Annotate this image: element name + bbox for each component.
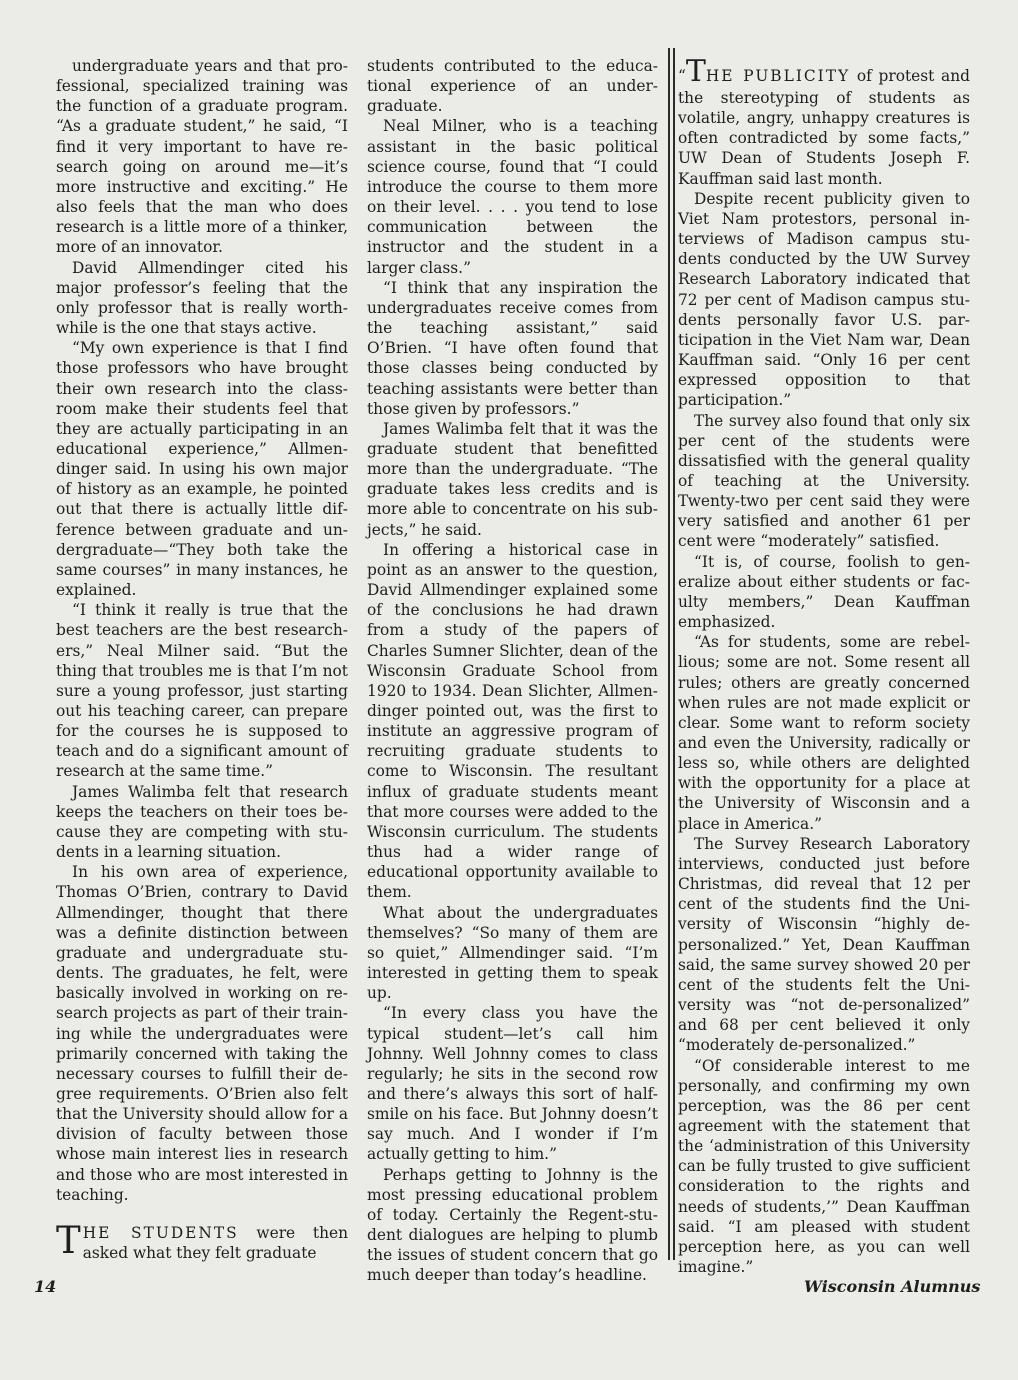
- paragraph: “In every class you have the typical student—let’s call him Johnny. Well Johnny comes to class regularly; he sits in the second row and there’s always this sort of half-smile on his face. But Johnny doesn’t say much. And I wonder if I’m actually getting to him.”: [367, 1004, 658, 1164]
- paragraph: David Allmendinger cited his major professor’s feeling that the only professor that is really worthwhile is the one that stays active.: [56, 258, 348, 338]
- section-heading-caps: HE STUDENTS: [82, 1223, 239, 1242]
- sidebar-article-column: [678, 56, 970, 1277]
- lead-text: of protest and the stereotyping of students as volatile, angry, unhappy creatures is often contradicted by some facts,” UW Dean of Students Joseph F. Kauffman said last month.: [678, 67, 970, 188]
- drop-cap: T: [685, 54, 706, 89]
- section-text: were then asked what they felt graduate: [82, 1223, 348, 1263]
- page-number: 14: [34, 1277, 57, 1296]
- paragraph: “I think that any inspiration the undergraduates receive comes from the teaching assistant,” said O’Brien. “I have often found that those classes being conducted by teaching assistants were better than those given by professors.”: [367, 278, 658, 418]
- paragraph: Despite recent publicity given to Viet Nam protestors, personal interviews of Madison campus students conducted by the UW Survey Research Laboratory indicated that 72 per cent of Madison campus students personally favor U.S. participation in the Viet Nam war, Dean Kauffman said. “Only 16 per cent expressed opposition to that participation.”: [678, 189, 970, 410]
- paragraph: James Walimba felt that research keeps the teachers on their toes because they are competing with students in a learning situation.: [56, 782, 348, 862]
- paragraph: “Of considerable interest to me personally, and confirming my own perception, was the 86 per cent agreement with the statement that the ‘administration of this University can be fully trusted to give sufficient consideration to the rights and needs of students,’” Dean Kauffman said. “I am pleased with student perception here, as you can well imagine.”: [678, 1056, 970, 1277]
- paragraph: In offering a historical case in point as an answer to the question, David Allmendinger explained some of the conclusions he had drawn from a study of the papers of Charles Sumner Slichter, dean of the Wisconsin Graduate School from 1920 to 1934. Dean Slichter, Allmendinger pointed out, was the first to institute an aggressive program of recruiting graduate students to come to Wisconsin. The resultant influx of graduate students meant that more courses were added to the Wisconsin curriculum. The students thus had a wider range of educational opportunity available to them.: [367, 540, 658, 902]
- paragraph: The Survey Research Laboratory interviews, conducted just before Christmas, did reveal that 12 per cent of the students find the University of Wisconsin “highly depersonalized.” Yet, Dean Kauffman said, the same survey showed 20 per cent of the students felt the University was “not de-personalized” and 68 per cent believed it only “moderately de-personalized.”: [678, 834, 970, 1055]
- paragraph: James Walimba felt that it was the graduate student that benefitted more than the undergraduate. “The graduate takes less credits and is more able to concentrate on his subjects,” he said.: [367, 419, 658, 539]
- paragraph: Neal Milner, who is a teaching assistant in the basic political science course, found that “I could introduce the course to them more on their level. . . . you tend to lose communication between the instructor and the student in a larger class.”: [367, 117, 658, 277]
- paragraph: students contributed to the educational experience of an undergraduate.: [367, 57, 658, 116]
- article-column-left: [56, 56, 348, 1263]
- paragraph: In his own area of experience, Thomas O’Brien, contrary to David Allmendinger, thought that there was a definite distinction between graduate and undergraduate students. The graduates, he felt, were basically involved in working on research projects as part of their training while the undergraduates were primarily concerned with taking the necessary courses to fulfill their degree requirements. O’Brien also felt that the University should allow for a division of faculty between those whose main interest lies in research and those who are most interested in teaching.: [56, 863, 348, 1204]
- section-start-paragraph: [56, 1218, 348, 1263]
- paragraph: “It is, of course, foolish to generalize about either students or faculty members,” Dean Kauffman emphasized.: [678, 552, 970, 632]
- opening-quote: “: [678, 67, 686, 85]
- paragraph: The survey also found that only six per cent of the students were dissatisfied with the general quality of teaching at the University. Twenty-two per cent said they were very satisfied and another 61 per cent were “moderately” satisfied.: [678, 411, 970, 551]
- lead-heading-caps: HE PUBLICITY: [705, 67, 851, 85]
- paragraph: Perhaps getting to Johnny is the most pressing educational problem of today. Certainly the Regent-student dialogues are helping to plumb the issues of student concern that go much deeper than today’s headline.: [367, 1165, 658, 1285]
- column-divider-rule: [668, 48, 670, 1260]
- paragraph: undergraduate years and that professional, specialized training was the function of a graduate program. “As a graduate student,” he said, “I find it very important to have research going on around me—it’s more instructive and exciting.” He also feels that the man who does research is a little more of a thinker, more of an innovator.: [56, 57, 348, 257]
- column-divider-rule: [673, 48, 675, 1260]
- lead-paragraph: [678, 56, 970, 189]
- paragraph: What about the undergraduates themselves? “So many of them are so quiet,” Allmendinger said. “I’m interested in getting them to speak up.: [367, 903, 658, 1003]
- drop-cap: T: [56, 1218, 81, 1262]
- paragraph: “As for students, some are rebellious; some are not. Some resent all rules; others are greatly concerned when rules are not made explicit or clear. Some want to reform society and even the University, radically or less so, while others are delighted with the opportunity for a place at the University of Wisconsin and a place in America.”: [678, 633, 970, 833]
- paragraph: “I think it really is true that the best teachers are the best researchers,” Neal Milner said. “But the thing that troubles me is that I’m not sure a young professor, just starting out his teaching career, can prepare for the courses he is supposed to teach and do a significant amount of research at the same time.”: [56, 601, 348, 781]
- article-column-middle: [367, 56, 658, 1286]
- magazine-title: Wisconsin Alumnus: [804, 1277, 981, 1296]
- paragraph: “My own experience is that I find those professors who have brought their own research into the classroom make their students feel that they are actually participating in an educational experience,” Allmendinger said. In using his own major of history as an example, he pointed out that there is actually little difference between graduate and undergraduate—“They both take the same courses” in many instances, he explained.: [56, 339, 348, 600]
